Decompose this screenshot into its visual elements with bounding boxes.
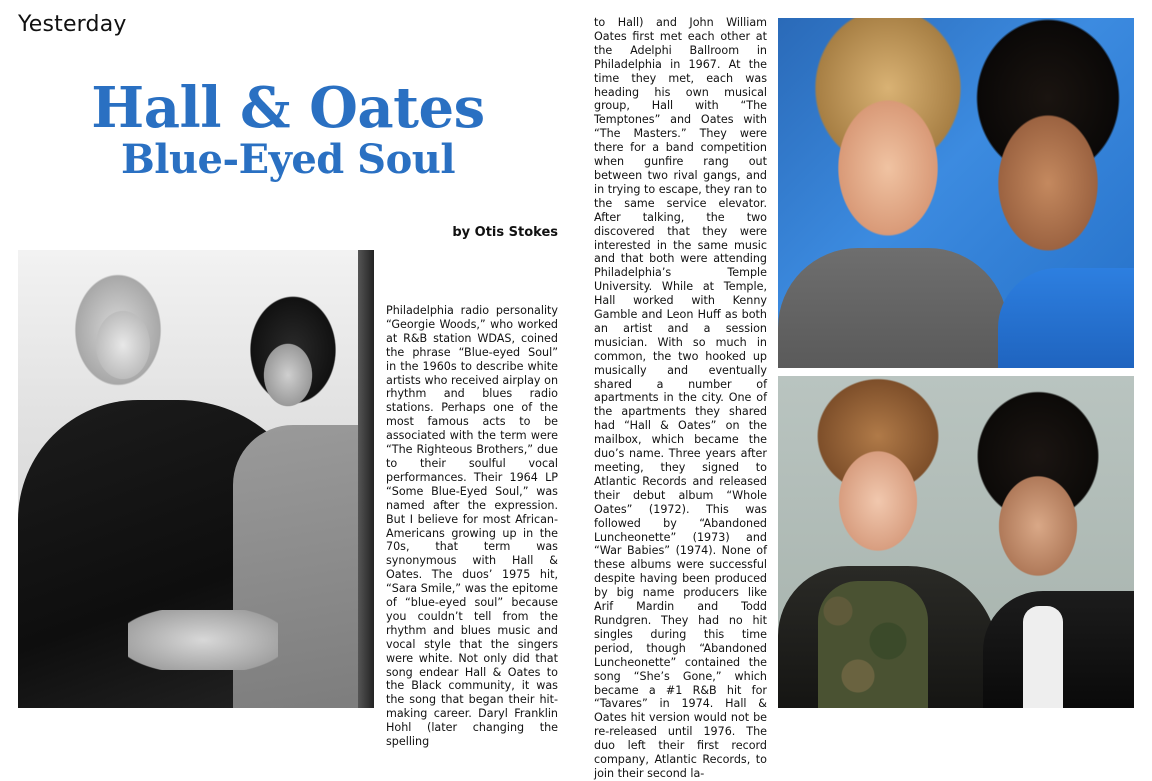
photo-bw-hands [128,610,278,670]
photo-bw-pole [358,250,374,708]
photo-duo-blue-background [778,18,1134,368]
photo-top-shirt-left [778,248,1008,368]
photo-duo-black-white [18,250,374,708]
photo-duo-leather-jackets [778,376,1134,708]
article-byline: by Otis Stokes [452,225,558,240]
article-title: Hall & Oates [91,75,485,141]
article-subtitle: Blue-Eyed Soul [120,136,456,183]
article-column-2: to Hall) and John William Oates first met each other at the Adelphi Ballroom in Philadelphia in 1967. At the time they met, each was heading his own musical group, Hall with “The Temptones” and Oates with “The Masters.” They were there for a band competition when gunfire rang out between two rival gangs, and in trying to escape, they ran to the same service elevator. After talking, the two discovered that they were interested in the same music and that both were attending Philadelphia’s Temple University. While at Temple, Hall worked with Kenny Gamble and Leon Huff as both an artist and a session musician. With so much in common, the two hooked up musically and eventually shared a number of apartments in the city. One of the apartments they shared had “Hall & Oates” on the mailbox, which became the duo’s name. Three years after meeting, they signed to Atlantic Records and released their debut album “Whole Oates” (1972). This was followed by “Abandoned Luncheonette” (1973) and “War Babies” (1974). None of these albums were successful despite having been produced by big name producers like Arif Mardin and Todd Rundgren. They had no hit singles during this time period, though “Abandoned Luncheonette” contained the song “She’s Gone,” which became a #1 R&B hit for “Tavares” in 1974. Hall & Oates hit version would not be re-released until 1976. The duo left their first record company, Atlantic Records, to join their second la- [594,16,767,780]
photo-top-shirt-right [998,268,1134,368]
photo-bottom-tee-right [1023,606,1063,708]
photo-bottom-camo-shirt [818,581,928,708]
section-label: Yesterday [18,12,127,37]
article-column-1: Philadelphia radio personality “Georgie Woods,” who worked at R&B station WDAS, coined the phrase “Blue-eyed Soul” in the 1960s to describe white artists who received airplay on rhythm and blues radio stations. Perhaps one of the most famous acts to be associated with the term were “The Righteous Brothers,” due to their soulful vocal performances. Their 1964 LP “Some Blue-Eyed Soul,” was named after the expression. But I believe for most African-Americans growing up in the 70s, that term was synonymous with Hall & Oates. The duos’ 1975 hit, “Sara Smile,” was the epitome of “blue-eyed soul” because you couldn’t tell from the rhythm and blues music and vocal style that the singers were white. Not only did that song endear Hall & Oates to the Black community, it was the song that began their hit-making career. Daryl Franklin Hohl (later changing the spelling [386,304,558,749]
